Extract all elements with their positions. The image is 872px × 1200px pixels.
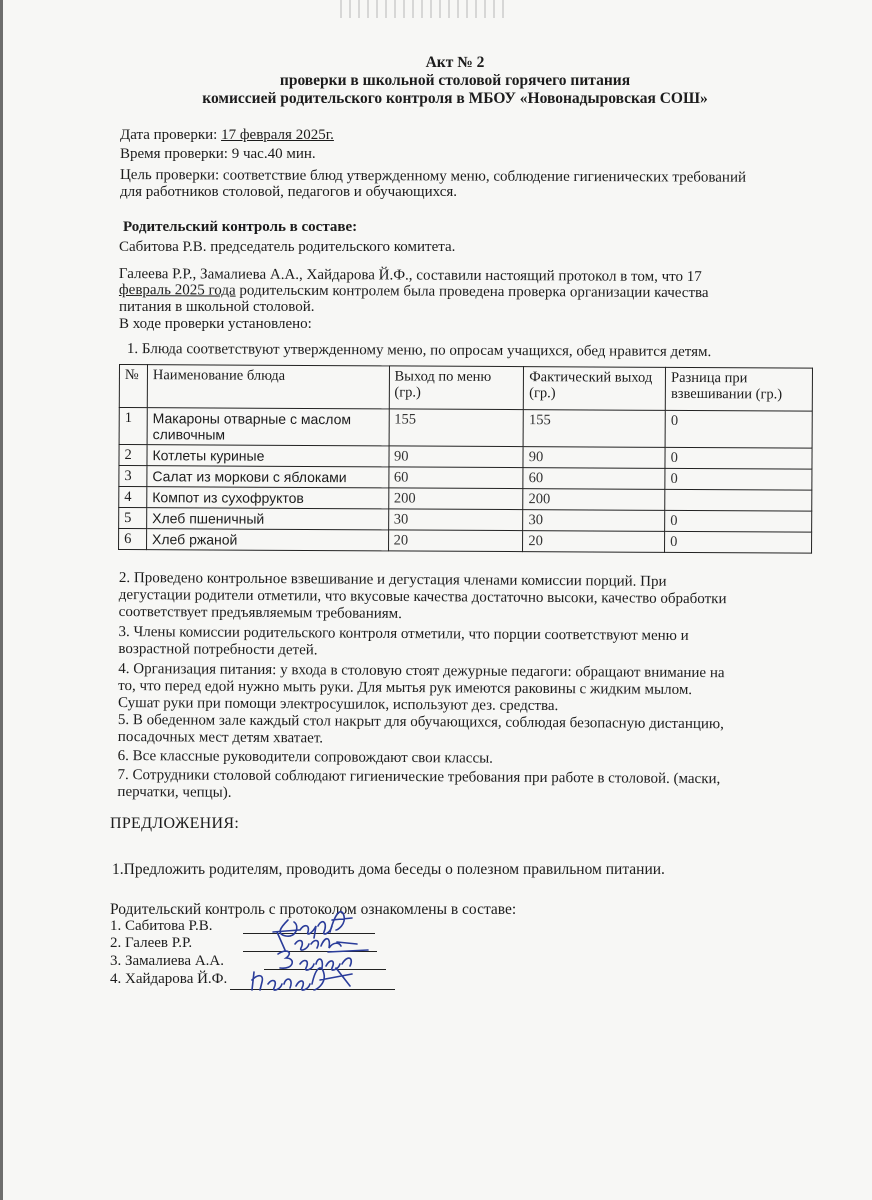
dish-name: Хлеб пшеничный (147, 508, 389, 530)
menu-output: 155 (389, 409, 524, 447)
row-number: 1 (119, 408, 147, 445)
actual-output: 20 (523, 531, 665, 553)
actual-output: 60 (523, 468, 665, 490)
committee-members-3: питания в школьной столовой. (119, 299, 315, 315)
row-number: 5 (119, 508, 147, 529)
actual-output: 90 (523, 447, 665, 469)
dish-name: Компот из сухофруктов (147, 487, 389, 509)
check-time: Время проверки: 9 час.40 мин. (120, 146, 316, 162)
act-header (130, 54, 780, 108)
dish-name: Салат из моркови с яблоками (147, 466, 389, 488)
row-number: 2 (119, 445, 147, 466)
committee-chair: Сабитова Р.В. председатель родительского комитета. (119, 239, 456, 255)
row-number: 4 (119, 487, 147, 508)
menu-output: 20 (388, 530, 523, 552)
scan-edge (0, 0, 3, 1200)
table-header-row (119, 365, 812, 412)
weight-difference (665, 489, 812, 511)
finding-5-line-2: посадочных мест детям хватает. (117, 728, 324, 747)
act-subtitle-2: комиссией родительского контроля в МБОУ «Новонадыровская СОШ» (202, 90, 708, 107)
act-subtitle: проверки в школьной столовой горячего питания (279, 72, 631, 89)
check-date-label: Дата проверки: (120, 127, 222, 143)
finding-3-line-1: 3. Члены комиссии родительского контроля отметили, что порции соответствуют меню и (118, 623, 689, 644)
row-number: 3 (119, 466, 147, 487)
table-row (119, 408, 812, 449)
header-menu-output: Выход по меню (гр.) (389, 366, 524, 410)
check-goal-1: Цель проверки: соответствие блюд утвержденному меню, соблюдение гигиенических требований (119, 167, 747, 186)
proposal-item-1: 1.Предложить родителям, проводить дома беседы о полезном правильном питании. (112, 861, 665, 878)
signature-name-4: 4. Хайдарова Й.Ф. (110, 971, 228, 987)
committee-members-text: родительским контролем была проведена проверка организации качества (235, 282, 709, 302)
dish-name: Макароны отварные с маслом сливочным (147, 408, 389, 446)
findings-block (117, 570, 726, 805)
proposals-heading: ПРЕДЛОЖЕНИЯ: (110, 815, 240, 832)
scan-artifact (340, 0, 510, 18)
committee-members-date: февраль 2025 года (118, 282, 236, 299)
header-actual-output: Фактический выход (гр.) (524, 367, 666, 411)
row-number: 6 (119, 529, 147, 550)
committee-heading: Родительский контроль в составе: (123, 219, 358, 235)
finding-4-line-2: то, что перед едой нужно мыть руки. Для мытья рук имеются раковины с жидким мылом. (118, 677, 693, 699)
menu-table (118, 364, 813, 554)
weight-difference: 0 (665, 468, 812, 490)
header-weight-difference: Разница при взвешивании (гр.) (665, 367, 812, 411)
table-row (119, 529, 812, 554)
actual-output: 155 (523, 410, 665, 448)
check-date-value: 17 февраля 2025г. (221, 127, 334, 143)
finding-4-line-3: Сушат руки при помощи электросушилок, используют дез. средства. (118, 694, 559, 715)
act-title: Акт № 2 (425, 54, 485, 71)
finding-2-line-3: соответствует предъявляемым требованиям. (118, 603, 403, 622)
weight-difference: 0 (665, 447, 812, 469)
dish-name: Котлеты куриные (147, 445, 389, 467)
finding-item-1: 1. Блюда соответствуют утвержденному меню, по опросам учащихся, обед нравится детям. (126, 341, 712, 361)
header-number: № (119, 365, 147, 408)
finding-2-line-1: 2. Проведено контрольное взвешивание и дегустация членами комиссии порций. При (118, 570, 667, 590)
menu-output: 60 (388, 467, 523, 489)
finding-5-line-1: 5. В обеденном зале каждый стол накрыт для обучающихся, соблюдая безопасную дистанцию, (117, 711, 724, 733)
finding-7-line-2: перчатки, чепцы). (117, 783, 232, 801)
committee-members-1: Галеева Р.Р., Замалиева А.А., Хайдарова Й.Ф., составили настоящий протокол в том, что 17 (118, 266, 702, 286)
actual-output: 30 (523, 510, 665, 532)
menu-output: 200 (388, 488, 523, 510)
check-goal-2: для работников столовой, педагогов и обучающихся. (120, 184, 458, 200)
weight-difference: 0 (665, 410, 812, 448)
signature-name-2: 2. Галеев Р.Р. (110, 935, 193, 951)
handwritten-signature-4 (240, 960, 370, 998)
finding-6: 6. Все классные руководители сопровождают свои классы. (117, 747, 494, 767)
established-heading: В ходе проверки установлено: (119, 316, 312, 332)
weight-difference: 0 (665, 531, 812, 553)
finding-4-line-1: 4. Организация питания: у входа в столовую стоят дежурные педагоги: обращают внимание на (118, 660, 725, 682)
finding-2-line-2: дегустации родители отметили, что вкусовые качества достаточно высоки, качество обработки (118, 586, 727, 608)
finding-7-line-1: 7. Сотрудники столовой соблюдают гигиенические требования при работе в столовой. (маски, (117, 766, 721, 788)
actual-output: 200 (523, 489, 665, 511)
signature-name-3: 3. Замалиева А.А. (110, 953, 224, 969)
menu-output: 90 (389, 446, 524, 468)
signatures-intro: Родительский контроль с протоколом ознакомлены в составе: (110, 901, 517, 918)
dish-name: Хлеб ржаной (147, 529, 389, 551)
weight-difference: 0 (665, 510, 812, 532)
signature-name-1: 1. Сабитова Р.В. (110, 918, 213, 934)
finding-3-line-2: возрастной потребности детей. (118, 640, 318, 659)
menu-output: 30 (388, 509, 523, 531)
header-dish-name: Наименование блюда (147, 365, 389, 409)
check-date-line (120, 127, 334, 144)
